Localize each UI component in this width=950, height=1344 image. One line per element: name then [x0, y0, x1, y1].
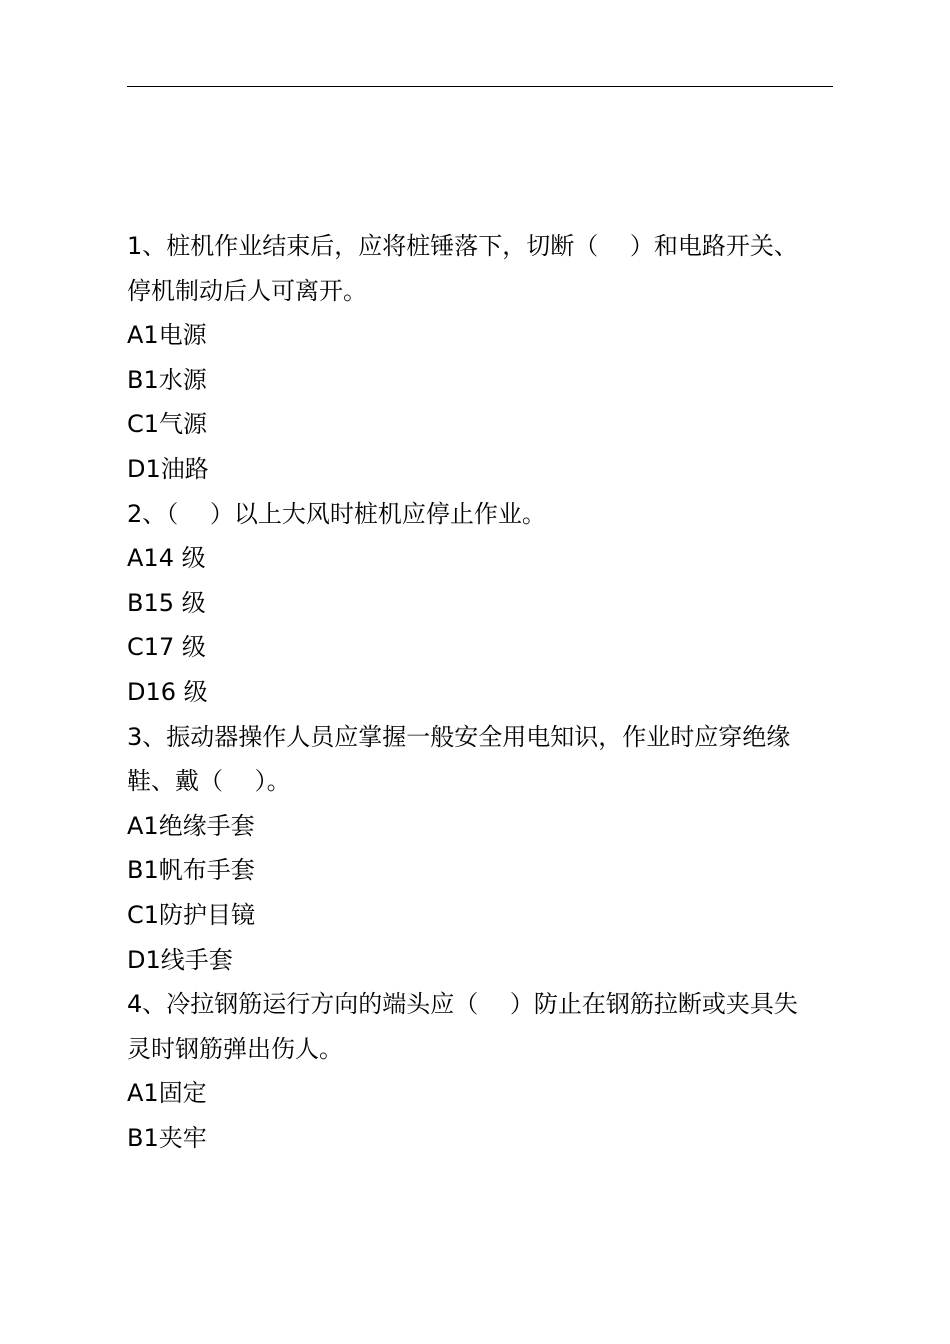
question-1-text-line-1: 1、桩机作业结束后，应将桩锤落下，切断（ ）和电路开关、	[127, 232, 798, 260]
question-1-option-a: A1电源	[127, 321, 207, 350]
question-3-option-c: C1防护目镜	[127, 900, 256, 929]
question-2-option-b: B15 级	[127, 588, 206, 617]
question-2-text-line-1: 2、（ ）以上大风时桩机应停止作业。	[127, 499, 546, 528]
question-4-text-line-2: 灵时钢筋弹出伤人。	[127, 1034, 343, 1063]
question-list	[127, 224, 837, 1160]
question-1-text-line-2: 停机制动后人可离开。	[127, 276, 367, 305]
question-2-option-c: C17 级	[127, 633, 206, 662]
question-4-option-a: A1固定	[127, 1079, 207, 1108]
question-3-option-a: A1绝缘手套	[127, 811, 255, 840]
question-3-option-d: D1线手套	[127, 945, 233, 974]
question-3-text-line-1: 3、振动器操作人员应掌握一般安全用电知识，作业时应穿绝缘	[127, 722, 791, 751]
question-3-text-line-2: 鞋、戴（ ）。	[127, 767, 291, 796]
question-1-option-d: D1油路	[127, 454, 209, 483]
question-4-text-line-1: 4、冷拉钢筋运行方向的端头应（ ）防止在钢筋拉断或夹具失	[127, 990, 798, 1019]
question-2-option-a: A14 级	[127, 544, 206, 573]
question-1-option-c: C1气源	[127, 410, 208, 439]
question-1-option-b: B1水源	[127, 365, 207, 394]
question-3-option-b: B1帆布手套	[127, 856, 255, 885]
header-rule	[127, 86, 833, 87]
question-4-option-b: B1夹牢	[127, 1123, 207, 1152]
question-2-option-d: D16 级	[127, 677, 208, 706]
